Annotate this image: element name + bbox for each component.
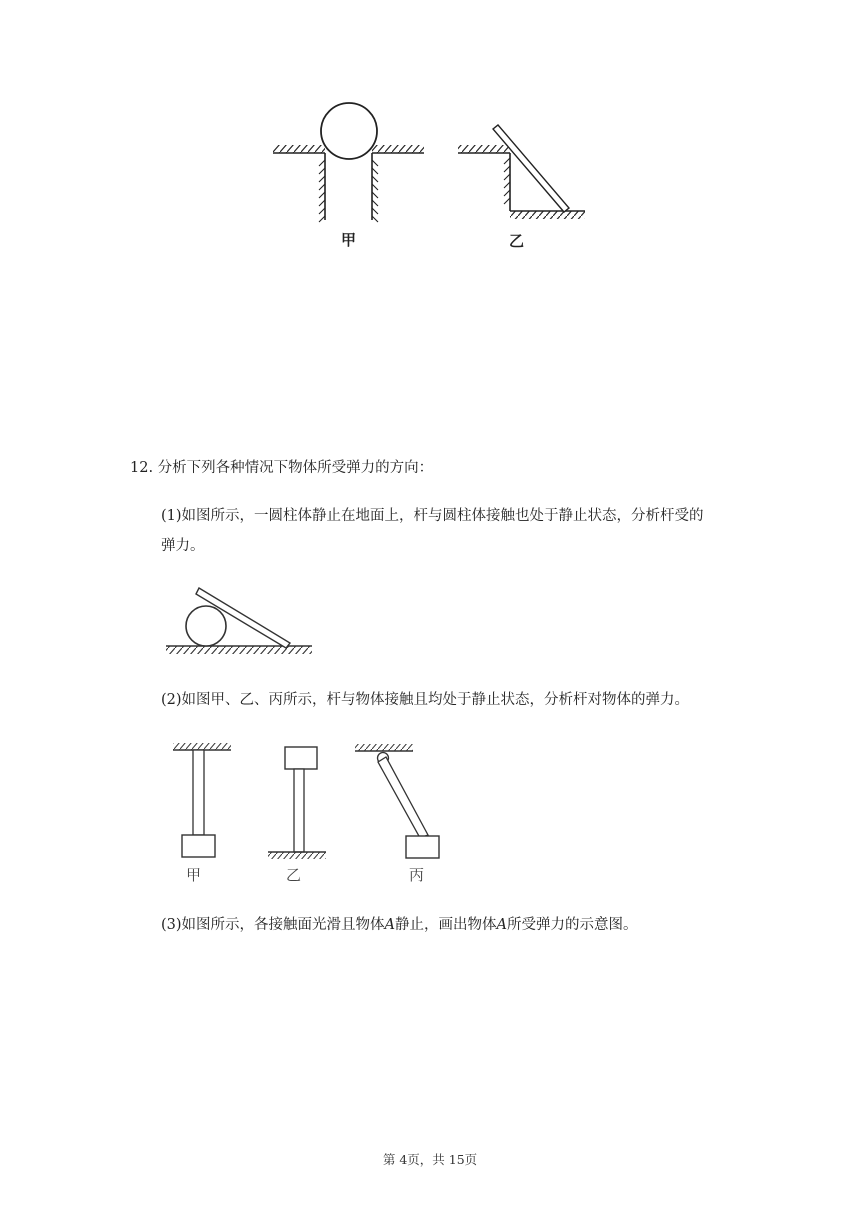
question-12-title: 12. 分析下列各种情况下物体所受弹力的方向： [130,460,434,476]
part3-var-a-2: A [496,917,508,933]
page-footer [0,1150,860,1168]
part2-label-bing: 丙 [409,866,425,884]
footer-text-c: 页 [464,1152,478,1167]
footer-text-a: 第 [382,1152,400,1167]
part3-text-c: 所受弹力的示意图。 [507,917,638,933]
part3-text-a: (3)如图所示，各接触面光滑且物体 [161,917,385,933]
question-12-part1-line1: (1)如图所示，一圆柱体静止在地面上，杆与圆柱体接触也处于静止状态，分析杆受的 [161,508,704,524]
part2-label-yi: 乙 [286,866,302,884]
part3-var-a-1: A [384,917,396,933]
figure-label-yi: 乙 [509,232,525,250]
question-12-part3 [161,915,638,935]
footer-page-number: 4 [399,1152,408,1167]
footer-text-b: 页，共 [407,1152,449,1167]
footer-total-pages: 15 [448,1152,465,1167]
question-12-part1-line2: 弹力。 [161,538,205,554]
part2-label-jia: 甲 [186,866,202,884]
figure-label-jia: 甲 [341,231,357,249]
question-12-part2: (2)如图甲、乙、丙所示，杆与物体接触且均处于静止状态，分析杆对物体的弹力。 [161,692,690,708]
part3-text-b: 静止，画出物体 [395,917,497,933]
